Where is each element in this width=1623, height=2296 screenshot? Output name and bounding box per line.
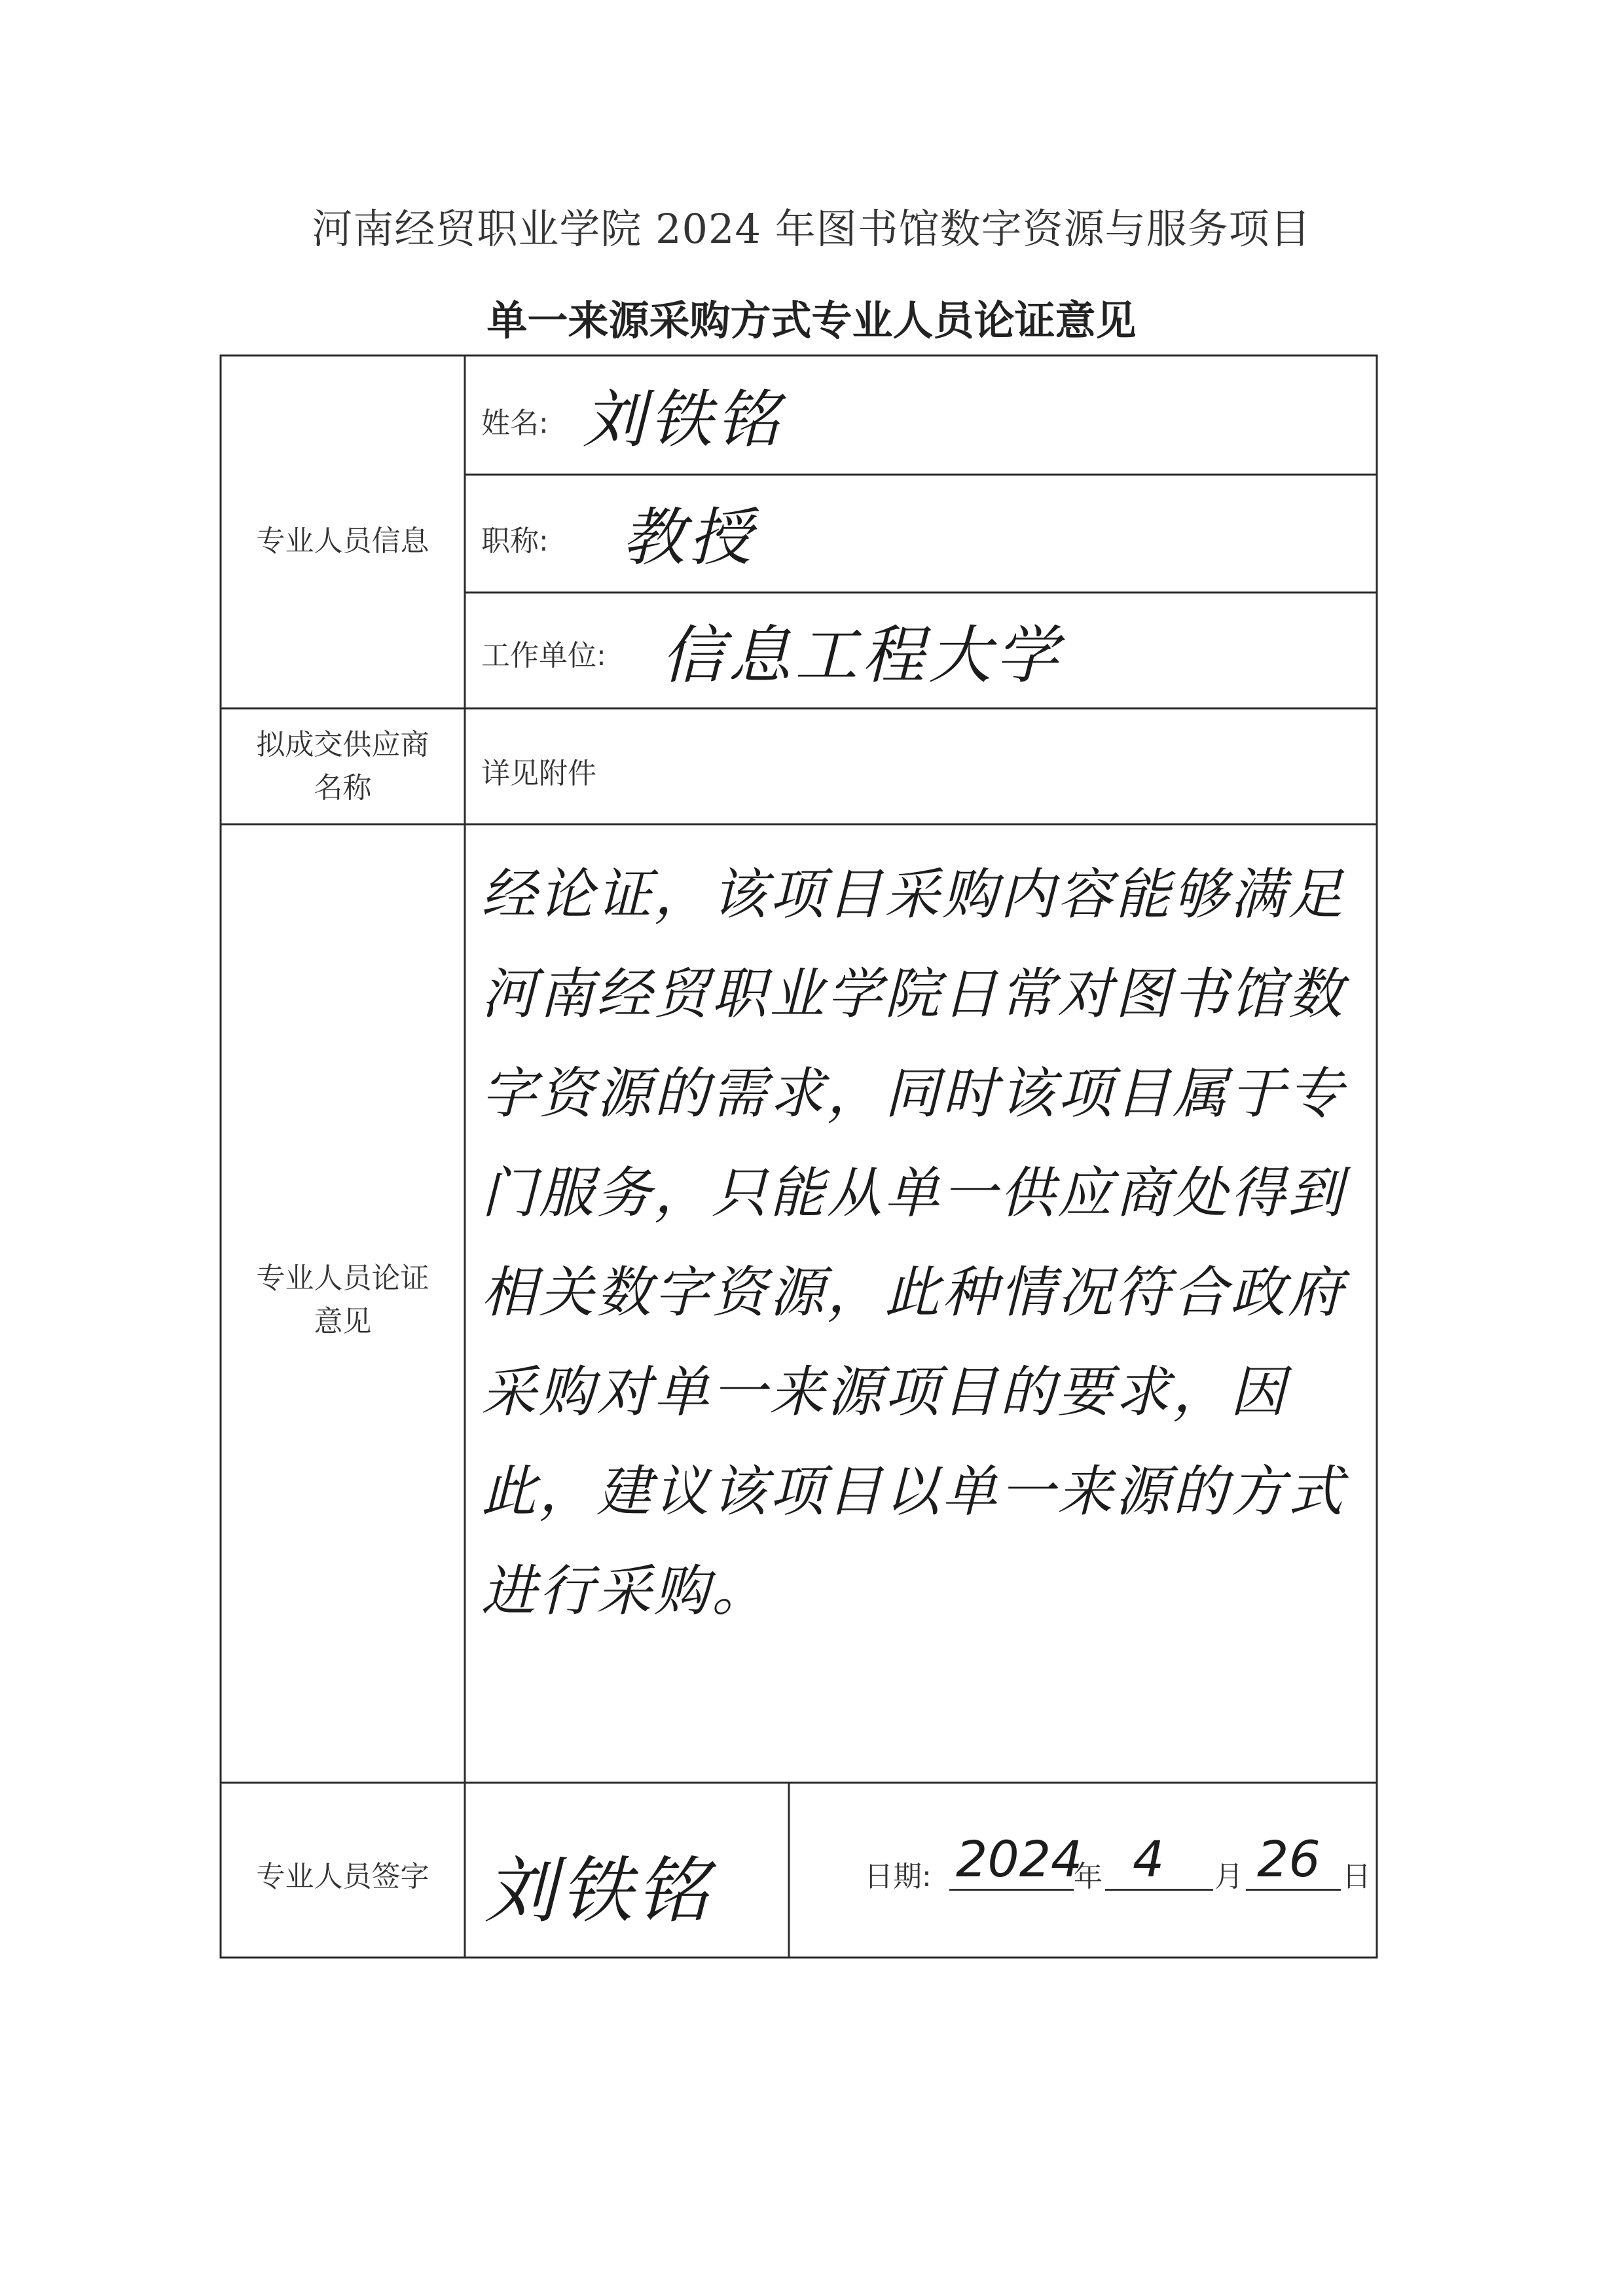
signature-label: 专业人员签字 [256, 1860, 429, 1893]
date-day-underline [1246, 1889, 1341, 1891]
supplier-value: 详见附件 [481, 757, 596, 790]
unit-handwritten: 信息工程大学 [661, 619, 1062, 692]
document-subtitle: 单一来源采购方式专业人员论证意见 [486, 297, 1137, 344]
section-info-label: 专业人员信息 [256, 524, 429, 558]
name-label: 姓名: [481, 407, 549, 440]
date-month-handwritten: 4 [1133, 1830, 1165, 1888]
opinion-handwritten-text: 经论证，该项目采购内容能够满足河南经贸职业学院日常对图书馆数字资源的需求，同时该项目属于专门服务，只能从单一供应商处得到相关数字资源，此种情况符合政府采购对单一来源项目的要求，因此，建议该项目以单一来源的方式进行采购。 [481, 862, 1346, 1623]
date-year-underline [949, 1889, 1074, 1891]
date-month-unit: 月 [1214, 1860, 1243, 1893]
unit-label: 工作单位: [481, 639, 606, 672]
opinion-label-line1: 专业人员论证 [256, 1262, 429, 1295]
supplier-label [221, 723, 465, 810]
name-handwritten: 刘铁铭 [583, 383, 783, 456]
document-title: 河南经贸职业学院 2024 年图书馆数字资源与服务项目 [312, 205, 1311, 253]
date-day-handwritten: 26 [1257, 1830, 1321, 1888]
supplier-label-line2: 名称 [314, 771, 372, 805]
date-day-unit: 日 [1342, 1860, 1371, 1893]
title-handwritten: 教授 [622, 501, 756, 574]
date-month-underline [1105, 1889, 1213, 1891]
date-year-handwritten: 2024 [956, 1830, 1083, 1888]
signature-handwritten: 刘铁铭 [484, 1849, 712, 1933]
date-label: 日期: [864, 1860, 932, 1893]
opinion-label [221, 1257, 465, 1343]
supplier-label-line1: 拟成交供应商 [256, 728, 429, 761]
date-year-unit: 年 [1074, 1860, 1103, 1893]
title-label: 职称: [481, 524, 549, 558]
opinion-label-line2: 意见 [314, 1305, 372, 1338]
